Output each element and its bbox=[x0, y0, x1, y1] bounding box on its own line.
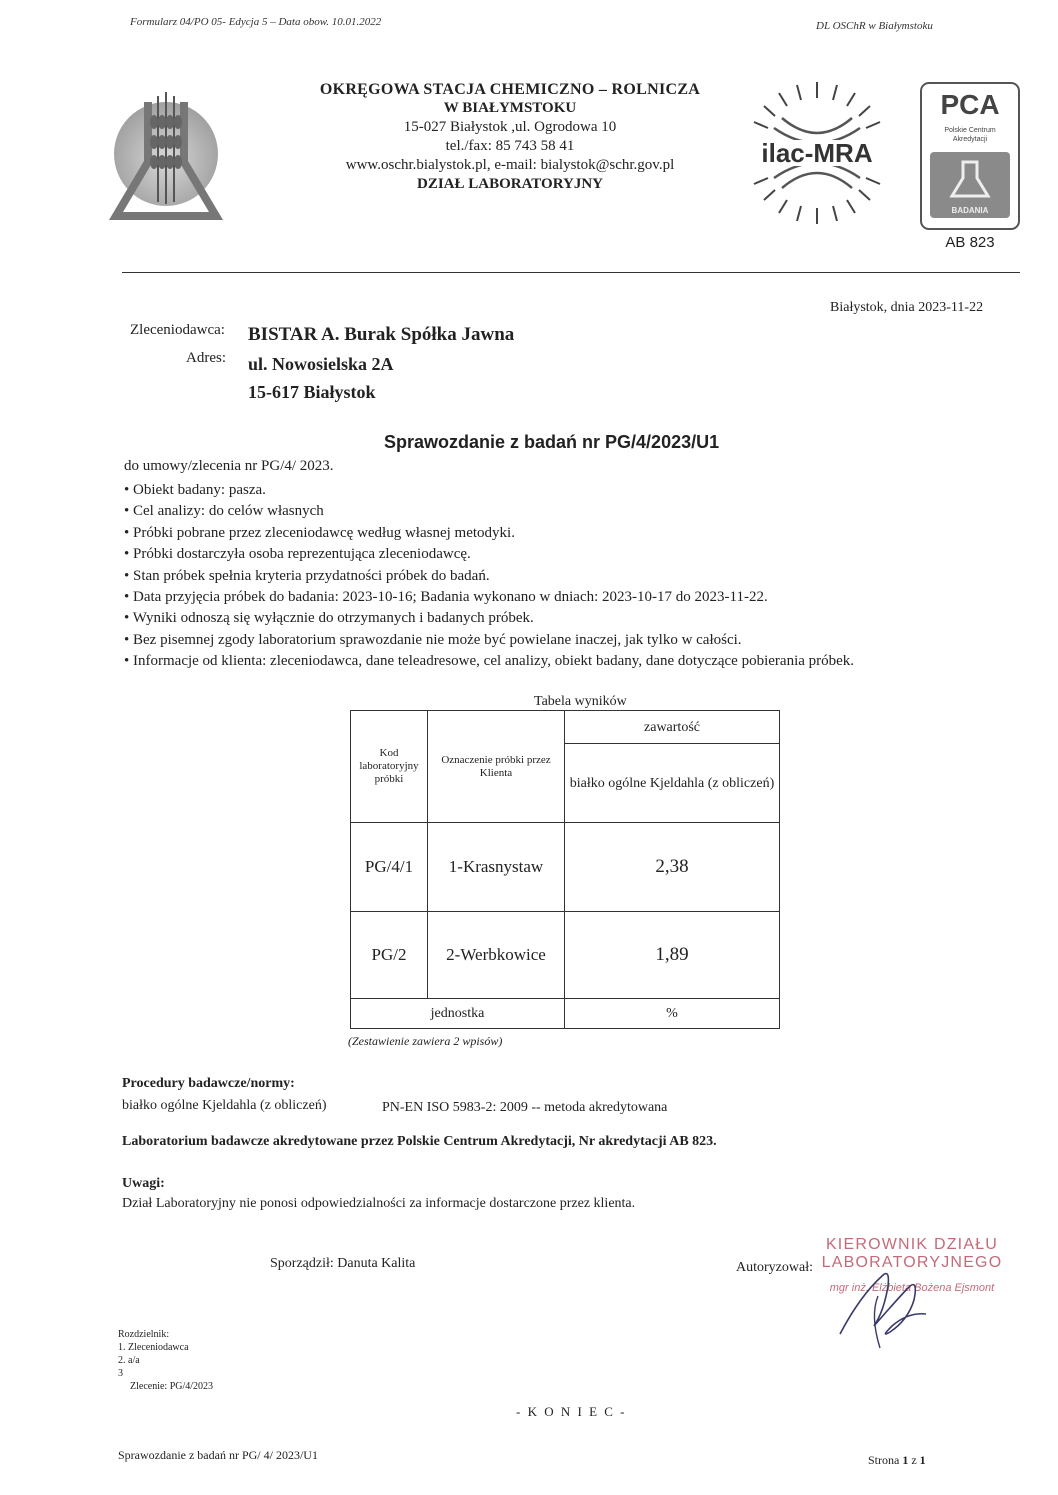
svg-text:PCA: PCA bbox=[940, 89, 1000, 120]
results-table bbox=[350, 710, 780, 1029]
list-item: • Bez pisemnej zgody laboratorium sprawozdanie nie może być powielane inaczej, jak tylko w całości. bbox=[124, 630, 854, 651]
svg-text:Polskie Centrum: Polskie Centrum bbox=[944, 127, 996, 134]
column-header-code: Kod laboratoryjny próbki bbox=[351, 711, 428, 823]
report-date: Białystok, dnia 2023-11-22 bbox=[830, 300, 984, 315]
lab-identifier: DL OSChR w Białymstoku bbox=[816, 20, 933, 32]
end-marker: - K O N I E C - bbox=[516, 1404, 627, 1419]
handwritten-signature bbox=[830, 1256, 950, 1356]
distribution-list bbox=[118, 1328, 213, 1393]
authorized-by: Autoryzował: bbox=[736, 1260, 813, 1275]
procedure-parameter: białko ogólne Kjeldahla (z obliczeń) bbox=[122, 1098, 327, 1113]
list-item: 1. Zleceniodawca bbox=[118, 1342, 189, 1353]
svg-text:BADANIA: BADANIA bbox=[951, 206, 989, 215]
address-label: Adres: bbox=[186, 350, 226, 366]
list-item: • Data przyjęcia próbek do badania: 2023-10-16; Badania wykonano w dniach: 2023-10-17 do 2023-11-22. bbox=[124, 587, 854, 608]
procedure-norm: PN-EN ISO 5983-2: 2009 -- metoda akredytowana bbox=[382, 1100, 668, 1115]
table-row bbox=[351, 912, 780, 999]
ilac-mra-logo bbox=[742, 78, 892, 228]
client-street: ul. Nowosielska 2A bbox=[248, 354, 394, 374]
distribution-title: Rozdzielnik: bbox=[118, 1329, 170, 1340]
page-number: Strona 1 z 1 bbox=[868, 1453, 926, 1467]
stamp-line-2: LABORATORYJNEGO bbox=[821, 1254, 1003, 1271]
table-note: (Zestawienie zawiera 2 wpisów) bbox=[348, 1034, 503, 1048]
report-details-list bbox=[124, 480, 854, 673]
accreditation-number: AB 823 bbox=[945, 234, 995, 251]
station-header bbox=[290, 80, 730, 194]
remarks-text: Dział Laboratoryjny nie ponosi odpowiedzialności za informacje dostarczone przez klienta. bbox=[122, 1196, 636, 1211]
client-city: 15-617 Białystok bbox=[248, 382, 376, 402]
form-identifier: Formularz 04/PO 05- Edycja 5 – Data obow. 10.01.2022 bbox=[130, 16, 382, 28]
client-name: BISTAR A. Burak Spółka Jawna bbox=[248, 324, 515, 345]
result-value: 1,89 bbox=[565, 912, 780, 999]
result-value: 2,38 bbox=[565, 823, 780, 912]
list-item: 3 bbox=[118, 1368, 123, 1379]
list-item: • Wyniki odnoszą się wyłącznie do otrzymanych i badanych próbek. bbox=[124, 608, 854, 629]
list-item: • Stan próbek spełnia kryteria przydatności próbek do badań. bbox=[124, 566, 854, 587]
contract-reference: do umowy/zlecenia nr PG/4/ 2023. bbox=[124, 458, 334, 474]
station-logo bbox=[108, 92, 224, 232]
organization-phone: tel./fax: 85 743 58 41 bbox=[445, 138, 575, 154]
organization-web-email: www.oschr.bialystok.pl, e-mail: bialystok@schr.gov.pl bbox=[345, 157, 675, 173]
organization-city: W BIAŁYMSTOKU bbox=[443, 100, 577, 116]
sample-code: PG/4/1 bbox=[351, 823, 428, 912]
list-item: • Próbki dostarczyła osoba reprezentująca zleceniodawcę. bbox=[124, 544, 854, 565]
table-row bbox=[351, 823, 780, 912]
list-item: 2. a/a bbox=[118, 1355, 140, 1366]
svg-text:Akredytacji: Akredytacji bbox=[952, 136, 988, 143]
department-name: DZIAŁ LABORATORYJNY bbox=[416, 176, 604, 192]
header-divider bbox=[122, 272, 1020, 273]
client-sample-id: 2-Werbkowice bbox=[428, 912, 565, 999]
footer-report-reference: Sprawozdanie z badań nr PG/ 4/ 2023/U1 bbox=[118, 1448, 318, 1462]
accreditation-statement: Laboratorium badawcze akredytowane przez Polskie Centrum Akredytacji, Nr akredytacji AB 823. bbox=[122, 1134, 717, 1149]
procedures-title: Procedury badawcze/normy: bbox=[122, 1076, 295, 1091]
stamp-line-1: KIEROWNIK DZIAŁU bbox=[825, 1236, 999, 1253]
remarks-title: Uwagi: bbox=[122, 1176, 165, 1191]
stamp-line-3: mgr inż. Elżbieta Bożena Ejsmont bbox=[829, 1282, 995, 1294]
unit-row bbox=[351, 999, 780, 1029]
order-reference: Zlecenie: PG/4/2023 bbox=[130, 1381, 214, 1392]
list-item: • Próbki pobrane przez zleceniodawcę według własnej metodyki. bbox=[124, 523, 854, 544]
sample-code: PG/2 bbox=[351, 912, 428, 999]
prepared-by: Sporządził: Danuta Kalita bbox=[270, 1256, 416, 1271]
column-group-header: zawartość bbox=[565, 711, 780, 744]
client-label: Zleceniodawca: bbox=[130, 322, 225, 338]
list-item: • Cel analizy: do celów własnych bbox=[124, 501, 854, 522]
column-header-client-id: Oznaczenie próbki przez Klienta bbox=[428, 711, 565, 823]
table-caption: Tabela wyników bbox=[534, 694, 627, 709]
svg-text:ilac-MRA: ilac-MRA bbox=[761, 138, 873, 168]
organization-address: 15-027 Białystok ,ul. Ogrodowa 10 bbox=[403, 119, 617, 135]
list-item: • Informacje od klienta: zleceniodawca, dane teleadresowe, cel analizy, obiekt badany, dane dotyczące pobierania próbek. bbox=[124, 651, 854, 672]
report-title: Sprawozdanie z badań nr PG/4/2023/U1 bbox=[384, 432, 720, 452]
column-header-parameter: białko ogólne Kjeldahla (z obliczeń) bbox=[565, 744, 780, 823]
list-item: • Obiekt badany: pasza. bbox=[124, 480, 854, 501]
pca-logo bbox=[920, 82, 1020, 230]
client-sample-id: 1-Krasnystaw bbox=[428, 823, 565, 912]
organization-name: OKRĘGOWA STACJA CHEMICZNO – ROLNICZA bbox=[319, 81, 701, 98]
unit-label: jednostka bbox=[351, 999, 565, 1029]
unit-value: % bbox=[565, 999, 780, 1029]
